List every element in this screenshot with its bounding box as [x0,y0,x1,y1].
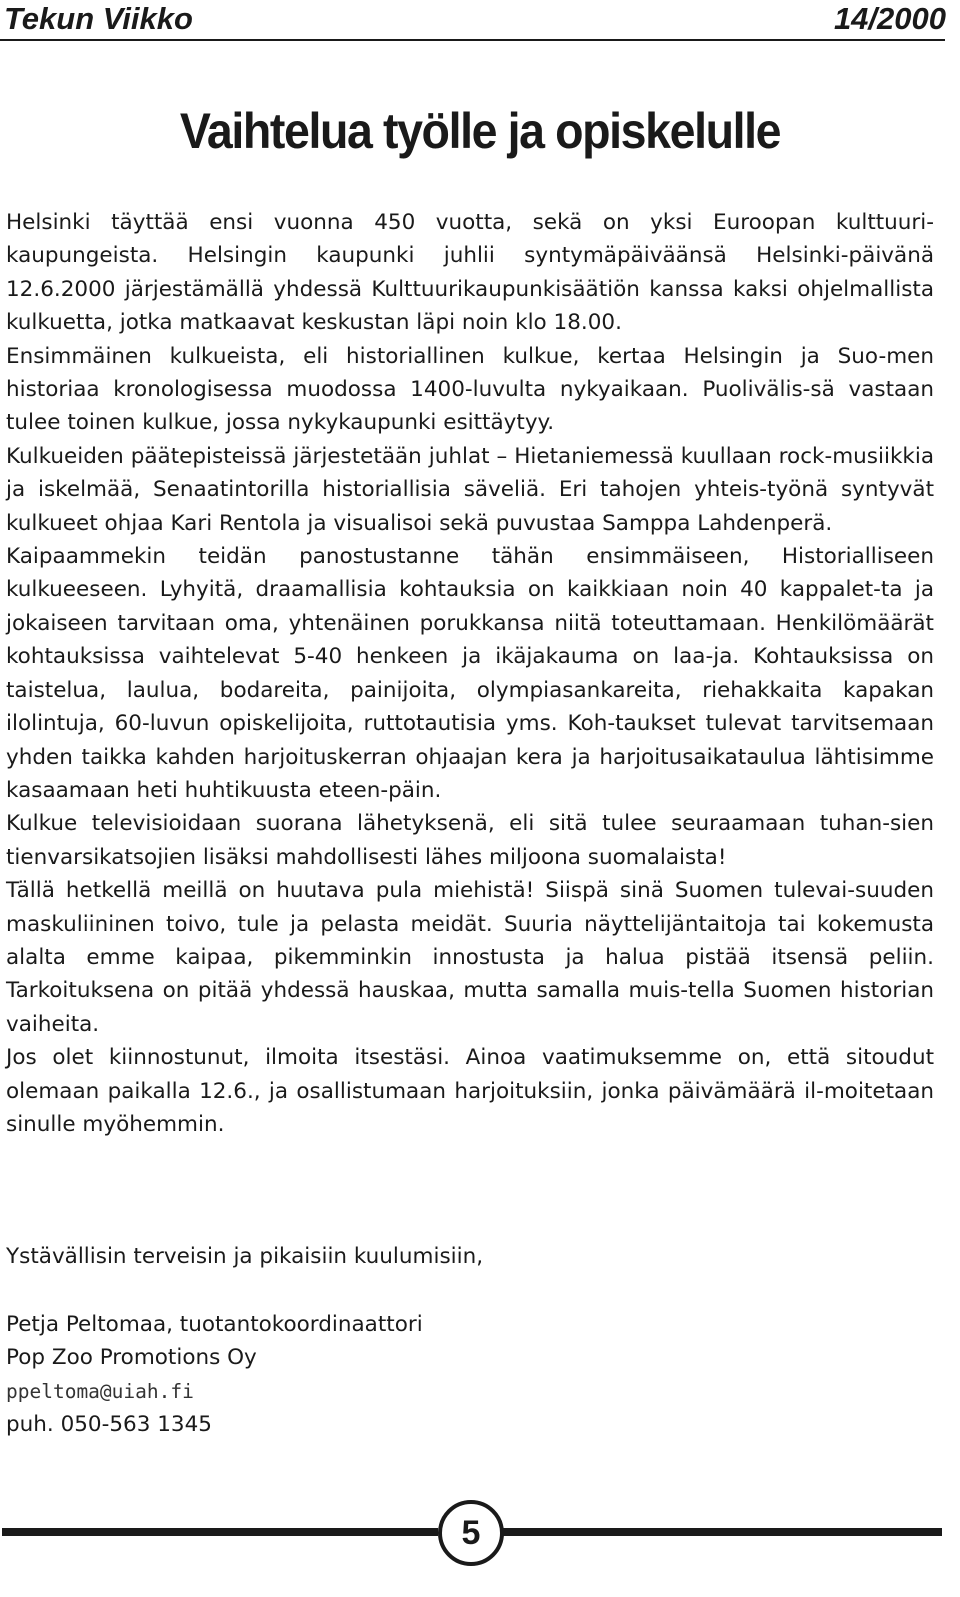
article-paragraph: Kaipaammekin teidän panostustanne tähän ensimmäiseen, Historialliseen kulkueeseen. Lyhyitä, draamallisia kohtauksia on kaikkiaan noin 40 kappalet-ta ja jokaiseen tarvitaan oma, yhtenäinen porukkansa niitä toteuttamaan. Henkilömäärät kohtauksissa vaihtelevat 5-40 henkeen ja ikäjakauma on laa-ja. Kohtauksissa on taistelua, laulua, bodareita, painijoita, olympiasankareita, riehakkaita kapakan ilolintuja, 60-luvun opiskelijoita, ruttotautisia yms. Koh-taukset tulevat tarvitsemaan yhden taikka kahden harjoituskerran ohjaajan kera ja harjoitusaikataulua lähtisimme kasaamaan heti huhtikuusta eteen-päin. [6,544,934,803]
signature-name: Petja Peltomaa, tuotantokoordinaattori [6,1312,423,1337]
signature-block [6,1308,934,1442]
article-body [6,206,934,1141]
closing-text: Ystävällisin terveisin ja pikaisiin kuulumisiin, [6,1244,484,1269]
page-number: 5 [438,1500,504,1566]
page-header [0,0,960,44]
signature-company: Pop Zoo Promotions Oy [6,1345,257,1371]
article-paragraph: Jos olet kiinnostunut, ilmoita itsestäsi. Ainoa vaatimuksemme on, että sitoudut olemaan paikalla 12.6., ja osallistumaan harjoituksiin, jonka päivämäärä il-moitetaan sinulle myöhemmin. [6,1045,934,1137]
publication-title: Tekun Viikko [4,1,193,36]
closing-greeting [6,1240,934,1273]
article-headline: Vaihtelua työlle ja opiskelulle [179,103,781,159]
article-paragraph: Helsinki täyttää ensi vuonna 450 vuotta, sekä on yksi Euroopan kulttuuri-kaupungeista. Helsingin kaupunki juhlii syntymäpäiväänsä Helsinki-päivänä 12.6.2000 järjestämällä yhdessä Kulttuurikaupunkisäätiön kanssa kaksi ohjelmallista kulkuetta, jotka matkaavat keskustan läpi noin klo 18.00. [6,210,934,336]
article-paragraph: Tällä hetkellä meillä on huutava pula miehistä! Siispä sinä Suomen tulevai-suuden maskuliininen toivo, tule ja pelasta meidät. Suuria näyttelijäntaitoja tai kokemusta alalta emme kaipaa, pikemminkin innostusta ja halua pistää itsensä peliin. Tarkoituksena on pitää yhdessä hauskaa, mutta samalla muis-tella Suomen historian vaiheita. [6,878,934,1037]
header-rule [0,39,945,41]
footer-rule-left [2,1528,438,1536]
issue-number: 14/2000 [833,1,946,36]
page-footer [0,1500,960,1570]
article-paragraph: Ensimmäinen kulkueista, eli historiallinen kulkue, kertaa Helsingin ja Suo-men historiaa kronologisessa muodossa 1400-luvulta nykyaikaan. Puolivälis-sä vastaan tulee toinen kulkue, jossa nykykaupunki esittäytyy. [6,343,934,436]
footer-rule-right [502,1528,942,1536]
article-paragraph: Kulkue televisioidaan suorana lähetyksenä, eli sitä tulee seuraamaan tuhan-sien tienvarsikatsojien lisäksi mahdollisesti lähes miljoona suomalaista! [6,811,934,870]
signature-email: ppeltoma@uiah.fi [6,1379,194,1403]
signature-phone: puh. 050-563 1345 [6,1412,212,1438]
article-paragraph: Kulkueiden päätepisteissä järjestetään juhlat – Hietaniemessä kuullaan rock-musiikkia ja iskelmää, Senaatintorilla historiallisia säveliä. Eri tahojen yhteis-työnä syntyvät kulkueet ohjaa Kari Rentola ja visualisoi sekä puvustaa Samppa Lahdenperä. [6,443,934,536]
